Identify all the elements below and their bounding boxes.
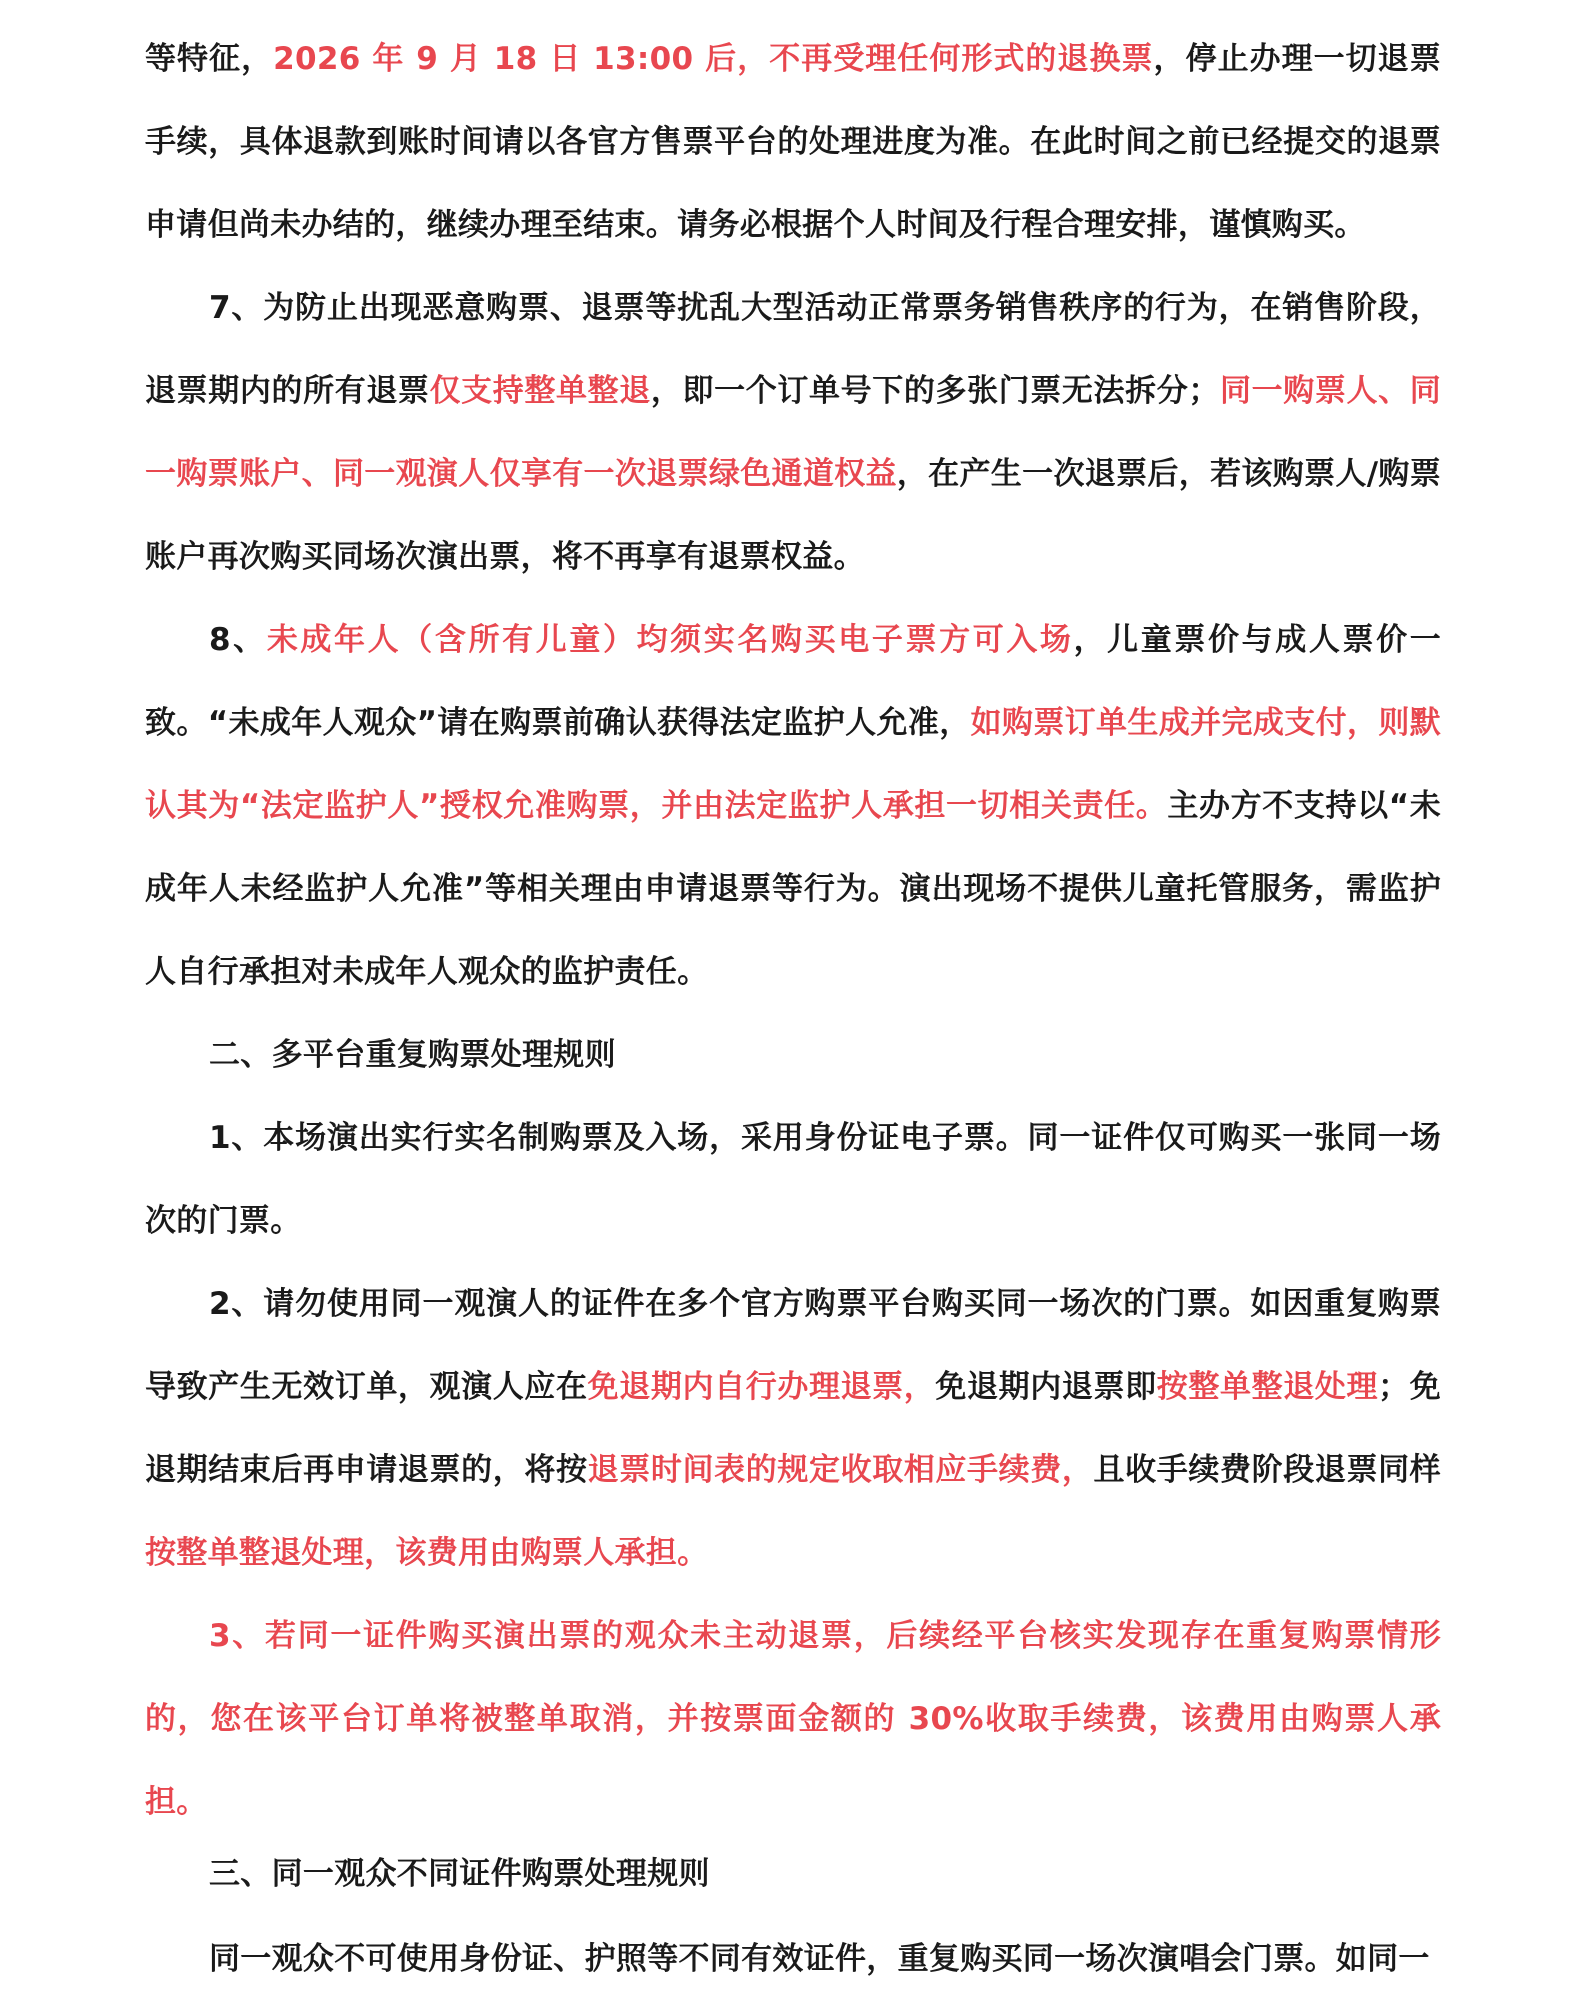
text-segment: 同一观众不可使用身份证、护照等不同有效证件，重复购买同一场次演唱会门票。如同一	[209, 1941, 1430, 1977]
paragraph-refund-deadline	[145, 18, 1441, 267]
text-segment: 且收手续费阶段退票同样	[1093, 1452, 1441, 1488]
highlighted-text: 仅支持整单整退	[429, 373, 651, 409]
text-segment: ，在产生一次退票后，若该购票人/购票账户再次购买同场次演出票，将不再享有退票权益。	[145, 456, 1441, 575]
text-segment: 等特征，	[145, 41, 274, 77]
paragraph-section2-item-2	[145, 1263, 1441, 1595]
highlighted-text: 按整单整退处理	[1156, 1369, 1379, 1405]
text-segment: 2、请勿使用同一观演人的证件在多个官方购票平台购买同一场次的门票。如因重复购票导致产生无效订单，观演人应在	[145, 1286, 1441, 1405]
text-segment: ，停止办理一切退票手续，具体退款到账时间请以各官方售票平台的处理进度为准。在此时间之前已经提交的退票申请但尚未办结的，继续办理至结束。请务必根据个人时间及行程合理安排，谨慎购买。	[145, 41, 1442, 243]
highlighted-text: 2026 年 9 月 18 日 13:00 后，不再受理任何形式的退换票	[273, 41, 1154, 77]
highlighted-text: 按整单整退处理，该费用由购票人承担。	[145, 1535, 709, 1571]
paragraph-section2-item-3	[145, 1595, 1441, 1844]
text-segment: ；免退期结束后再申请退票的，将按	[145, 1369, 1441, 1488]
paragraph-item-7	[145, 267, 1441, 599]
paragraph-section3-intro	[145, 1918, 1441, 2001]
heading-text: 二、多平台重复购票处理规则	[209, 1037, 616, 1073]
paragraph-item-8	[145, 599, 1441, 1014]
highlighted-text: 退票时间表的规定收取相应手续费，	[587, 1452, 1094, 1488]
highlighted-text: 同一购票人、同一购票账户、同一观演人仅享有一次退票绿色通道权益	[145, 373, 1442, 492]
section-heading-3	[145, 1844, 1441, 1904]
highlighted-text: 如购票订单生成并完成支付，则默认其为“法定监护人”授权允准购票，并由法定监护人承担一切相关责任。	[145, 705, 1441, 824]
document-body	[145, 18, 1441, 2001]
highlighted-text: 免退期内自行办理退票，	[587, 1369, 936, 1405]
text-segment: 1、本场演出实行实名制购票及入场，采用身份证电子票。同一证件仅可购买一张同一场次的门票。	[145, 1120, 1441, 1239]
text-segment: 7、为防止出现恶意购票、退票等扰乱大型活动正常票务销售秩序的行为，在销售阶段，退票期内的所有退票	[145, 290, 1441, 409]
text-segment: 免退期内退票即	[935, 1369, 1157, 1405]
text-segment: 8、	[209, 622, 267, 658]
text-segment: ，儿童票价与成人票价一致。“未成年人观众”请在购票前确认获得法定监护人允准，	[145, 622, 1442, 741]
paragraph-section2-item-1	[145, 1097, 1441, 1263]
highlighted-text: 3、若同一证件购买演出票的观众未主动退票，后续经平台核实发现存在重复购票情形的，您在该平台订单将被整单取消，并按票面金额的 30%收取手续费，该费用由购票人承担。	[145, 1618, 1441, 1820]
heading-text: 三、同一观众不同证件购票处理规则	[209, 1856, 710, 1892]
highlighted-text: 未成年人（含所有儿童）均须实名购买电子票方可入场	[266, 622, 1074, 658]
section-heading-2	[145, 1014, 1441, 1097]
text-segment: ，即一个订单号下的多张门票无法拆分；	[650, 373, 1220, 409]
text-segment: 主办方不支持以“未成年人未经监护人允准”等相关理由申请退票等行为。演出现场不提供儿童托管服务，需监护人自行承担对未成年人观众的监护责任。	[145, 788, 1441, 990]
